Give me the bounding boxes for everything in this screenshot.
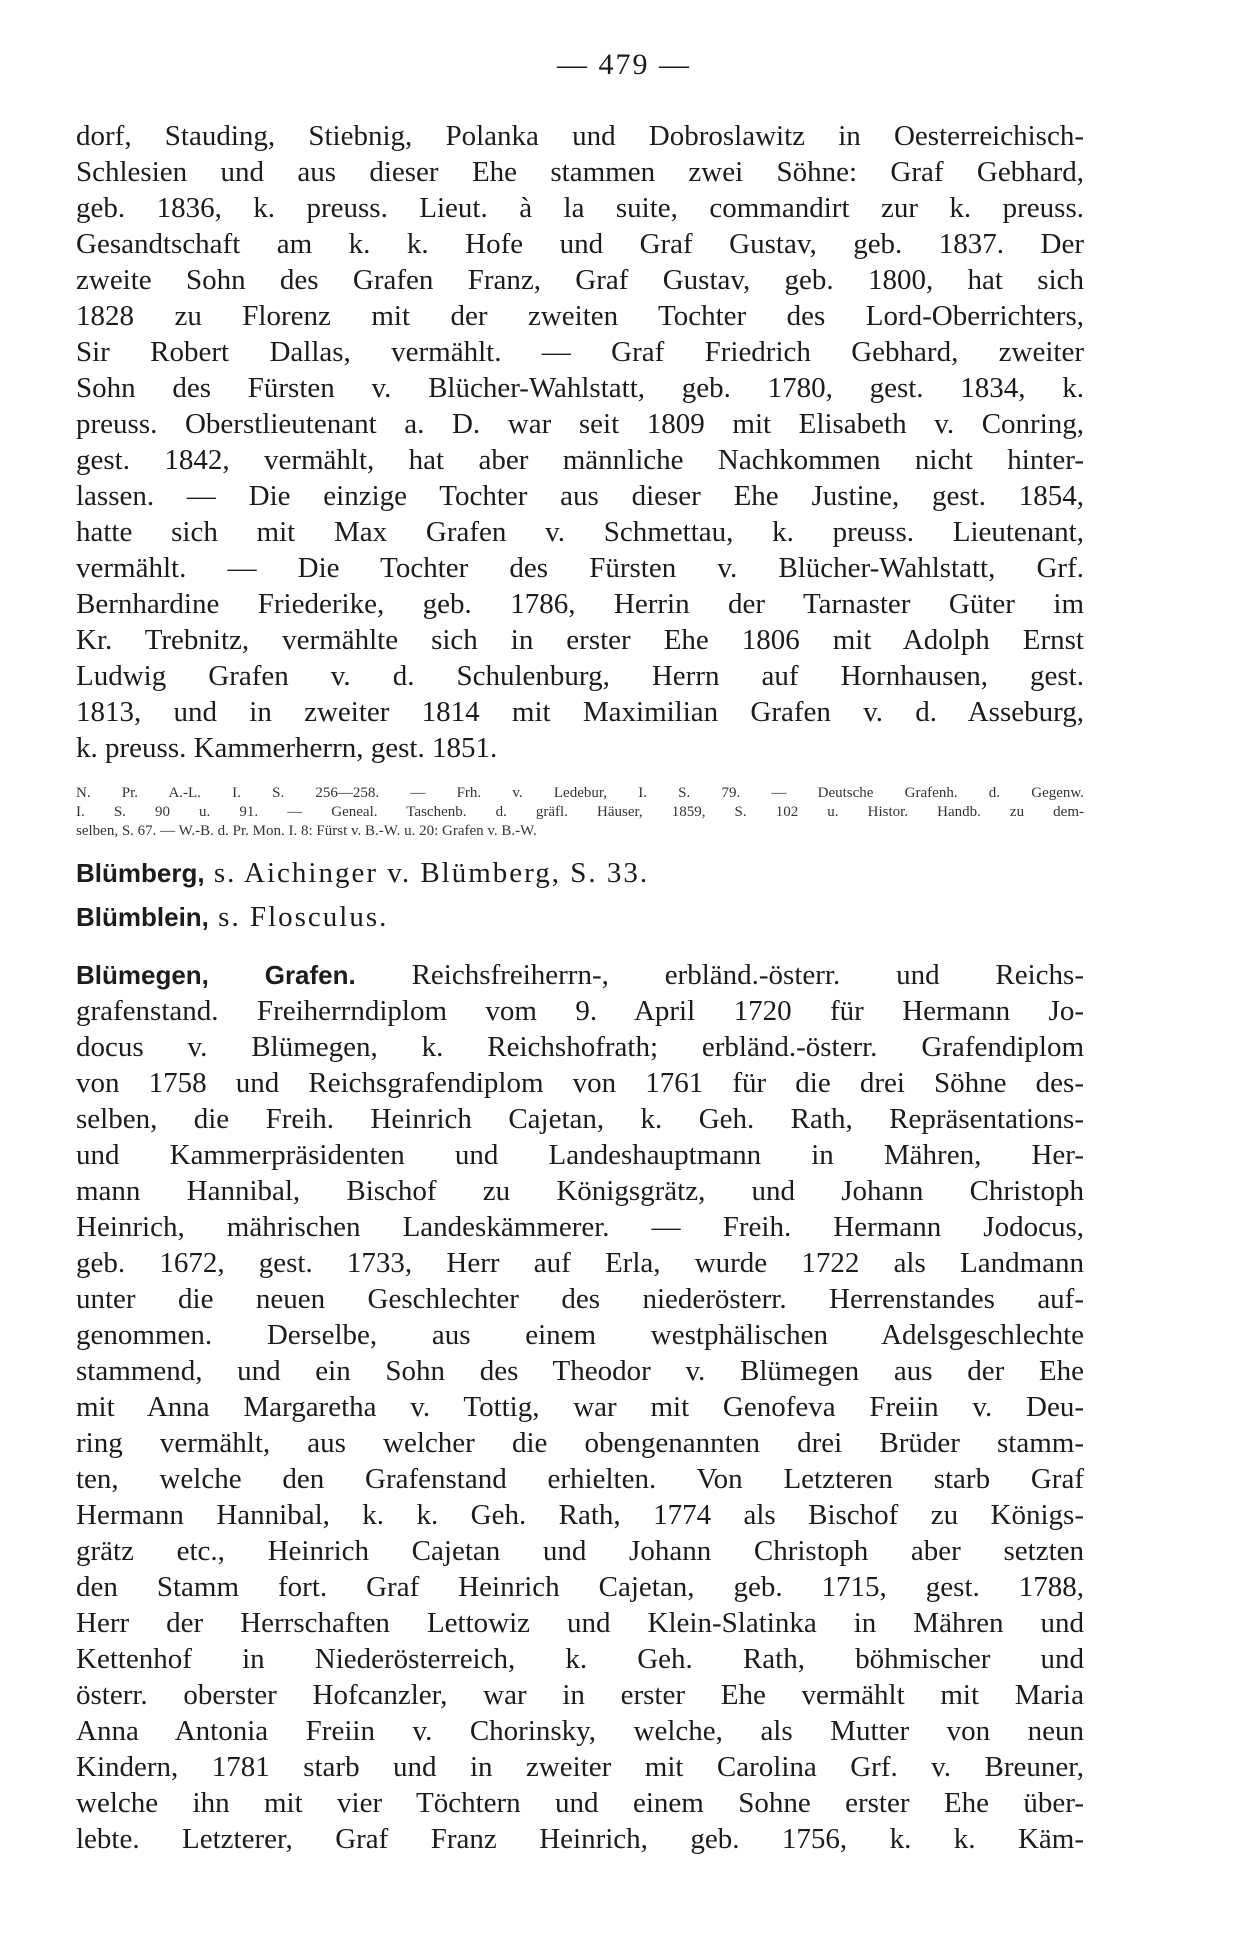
text-column <box>76 118 1084 1857</box>
entry-head: Blümegen, Grafen. <box>76 960 356 990</box>
text-line: von 1758 und Reichsgrafendiplom von 1761 für die drei Söhne des- <box>76 1067 1084 1099</box>
text-line: 1813, und in zweiter 1814 mit Maximilian Grafen v. d. Asseburg, <box>76 696 1084 728</box>
text-line: Gesandtschaft am k. k. Hofe und Graf Gustav, geb. 1837. Der <box>76 228 1084 260</box>
text-line: lassen. — Die einzige Tochter aus dieser Ehe Justine, gest. 1854, <box>76 480 1084 512</box>
cross-references <box>76 851 1084 939</box>
text-line: unter die neuen Geschlechter des niederösterr. Herrenstandes auf- <box>76 1283 1084 1315</box>
text-line: und Kammerpräsidenten und Landeshauptmann in Mähren, Her- <box>76 1139 1084 1171</box>
text-line: Hermann Hannibal, k. k. Geh. Rath, 1774 als Bischof zu Königs- <box>76 1499 1084 1531</box>
text-line: ring vermählt, aus welcher die obengenannten drei Brüder stamm- <box>76 1427 1084 1459</box>
entry-head: Blümblein, <box>76 902 209 932</box>
source-references <box>76 784 1084 841</box>
text-line: Bernhardine Friederike, geb. 1786, Herrin der Tarnaster Güter im <box>76 588 1084 620</box>
reference-line: N. Pr. A.-L. I. S. 256—258. — Frh. v. Ledebur, I. S. 79. — Deutsche Grafenh. d. Gegenw. <box>76 785 1084 801</box>
text-line: zweite Sohn des Grafen Franz, Graf Gustav, geb. 1800, hat sich <box>76 264 1084 296</box>
text-line: ten, welche den Grafenstand erhielten. Von Letzteren starb Graf <box>76 1463 1084 1495</box>
text-line: Kettenhof in Niederösterreich, k. Geh. Rath, böhmischer und <box>76 1643 1084 1675</box>
text-line: mit Anna Margaretha v. Tottig, war mit Genofeva Freiin v. Deu- <box>76 1391 1084 1423</box>
entry-first-line <box>76 957 1084 993</box>
text-line: Ludwig Grafen v. d. Schulenburg, Herrn auf Hornhausen, gest. <box>76 660 1084 692</box>
entry-first-line-text: Reichsfreiherrn-, erbländ.-österr. und Reichs- <box>355 959 1084 991</box>
text-line: 1828 zu Florenz mit der zweiten Tochter des Lord-Oberrichters, <box>76 300 1084 332</box>
text-line: welche ihn mit vier Töchtern und einem Sohne erster Ehe über- <box>76 1787 1084 1819</box>
text-line: Schlesien und aus dieser Ehe stammen zwei Söhne: Graf Gebhard, <box>76 156 1084 188</box>
text-line: genommen. Derselbe, aus einem westphälischen Adelsgeschlechte <box>76 1319 1084 1351</box>
text-line: grätz etc., Heinrich Cajetan und Johann Christoph aber setzten <box>76 1535 1084 1567</box>
reference-line: I. S. 90 u. 91. — Geneal. Taschenb. d. gräfl. Häuser, 1859, S. 102 u. Histor. Handb. zu dem- <box>76 804 1084 820</box>
text-line: mann Hannibal, Bischof zu Königsgrätz, und Johann Christoph <box>76 1175 1084 1207</box>
text-line: geb. 1672, gest. 1733, Herr auf Erla, wurde 1722 als Landmann <box>76 1247 1084 1279</box>
text-line: hatte sich mit Max Grafen v. Schmettau, k. preuss. Lieutenant, <box>76 516 1084 548</box>
text-line: lebte. Letzterer, Graf Franz Heinrich, geb. 1756, k. k. Käm- <box>76 1823 1084 1855</box>
text-line: grafenstand. Freiherrndiplom vom 9. April 1720 für Hermann Jo- <box>76 995 1084 1027</box>
text-line: selben, die Freih. Heinrich Cajetan, k. Geh. Rath, Repräsentations- <box>76 1103 1084 1135</box>
text-line: gest. 1842, vermählt, hat aber männliche Nachkommen nicht hinter- <box>76 444 1084 476</box>
entry-head: Blümberg, <box>76 858 205 888</box>
paragraph-continuation <box>76 118 1084 766</box>
text-line: den Stamm fort. Graf Heinrich Cajetan, geb. 1715, gest. 1788, <box>76 1571 1084 1603</box>
text-line: docus v. Blümegen, k. Reichshofrath; erbländ.-österr. Grafendiplom <box>76 1031 1084 1063</box>
cross-reference <box>76 895 1084 939</box>
text-line: preuss. Oberstlieutenant a. D. war seit 1809 mit Elisabeth v. Conring, <box>76 408 1084 440</box>
text-line: Kindern, 1781 starb und in zweiter mit Carolina Grf. v. Breuner, <box>76 1751 1084 1783</box>
text-line: vermählt. — Die Tochter des Fürsten v. Blücher-Wahlstatt, Grf. <box>76 552 1084 584</box>
text-line: Sir Robert Dallas, vermählt. — Graf Friedrich Gebhard, zweiter <box>76 336 1084 368</box>
text-line: Heinrich, mährischen Landeskämmerer. — Freih. Hermann Jodocus, <box>76 1211 1084 1243</box>
text-line: österr. oberster Hofcanzler, war in erster Ehe vermählt mit Maria <box>76 1679 1084 1711</box>
text-line: geb. 1836, k. preuss. Lieut. à la suite, commandirt zur k. preuss. <box>76 192 1084 224</box>
text-line: stammend, und ein Sohn des Theodor v. Blümegen aus der Ehe <box>76 1355 1084 1387</box>
text-line: Sohn des Fürsten v. Blücher-Wahlstatt, geb. 1780, gest. 1834, k. <box>76 372 1084 404</box>
text-line: k. preuss. Kammerherrn, gest. 1851. <box>76 732 498 764</box>
page-number: — 479 — <box>557 48 691 81</box>
cross-reference-target: s. Flosculus. <box>208 901 389 933</box>
text-line: dorf, Stauding, Stiebnig, Polanka und Dobroslawitz in Oesterreichisch- <box>76 120 1084 152</box>
text-line: Anna Antonia Freiin v. Chorinsky, welche, als Mutter von neun <box>76 1715 1084 1747</box>
cross-reference <box>76 851 1084 895</box>
cross-reference-target: s. Aichinger v. Blümberg, S. 33. <box>204 857 650 889</box>
entry-bluemegen <box>76 957 1084 1857</box>
text-line: Herr der Herrschaften Lettowiz und Klein-Slatinka in Mähren und <box>76 1607 1084 1639</box>
text-line: Kr. Trebnitz, vermählte sich in erster Ehe 1806 mit Adolph Ernst <box>76 624 1084 656</box>
reference-line: selben, S. 67. — W.-B. d. Pr. Mon. I. 8: Fürst v. B.-W. u. 20: Grafen v. B.-W. <box>76 823 537 839</box>
